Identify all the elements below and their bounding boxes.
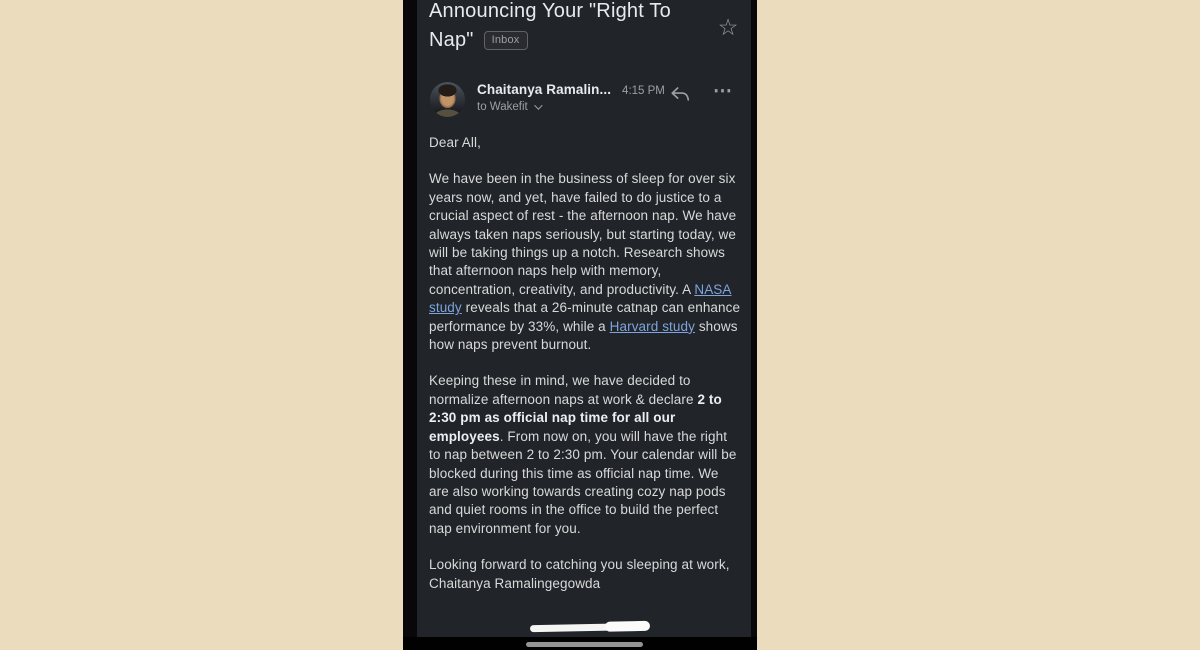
email-subject (429, 0, 714, 55)
signoff-text: Looking forward to catching you sleeping at work, (429, 557, 730, 573)
signature-name: Chaitanya Ramalingegowda (429, 575, 601, 591)
paragraph-2 (429, 372, 741, 538)
harvard-study-link[interactable]: Harvard study (609, 318, 695, 334)
star-icon[interactable]: ☆ (717, 14, 739, 40)
signature-block (429, 556, 741, 593)
recipient-label: to Wakefit (477, 101, 528, 113)
paragraph-1-text: We have been in the business of sleep for over six years now, and yet, have failed to do justice to a crucial aspect of rest - the afternoon nap. We have always taken naps seriously, but starting today, we will be taking things up a notch. Research shows that afternoon naps help with memory, concentration, creativity, and productivity. A (429, 171, 737, 297)
email-screen (417, 0, 751, 637)
sender-meta (477, 82, 739, 115)
email-timestamp: 4:15 PM (622, 85, 665, 97)
paragraph-2-text-2: . From now on, you will have the right to nap between 2 to 2:30 pm. Your calendar will be blocked during this time as official nap time. We are also working towards creating cozy nap pods and quiet rooms in the office to build the perfect nap environment for you. (429, 428, 737, 536)
sender-name: Chaitanya Ramalin... (477, 82, 612, 97)
nasa-study-link[interactable]: NASA study (429, 281, 732, 316)
paragraph-1-text-3: shows how naps prevent burnout. (429, 318, 738, 353)
subject-line-1: Announcing Your "Right To (429, 0, 671, 22)
bottom-system-strip (403, 637, 757, 650)
recipient-row[interactable] (477, 101, 540, 113)
home-indicator-bar[interactable] (526, 642, 643, 647)
more-options-icon[interactable]: ⋯ (713, 81, 733, 102)
white-scribble-redaction (530, 623, 648, 632)
subject-line-2: Nap" (429, 29, 474, 51)
greeting: Dear All, (429, 135, 481, 150)
sender-avatar[interactable] (430, 82, 465, 117)
paragraph-1 (429, 170, 741, 354)
paragraph-1-text-2: reveals that a 26-minute catnap can enhance performance by 33%, while a (429, 300, 741, 334)
phone-screenshot (403, 0, 757, 650)
reply-icon (669, 83, 691, 105)
email-body (429, 134, 741, 611)
paragraph-2-text: Keeping these in mind, we have decided to normalize afternoon naps at work & declare (429, 373, 698, 407)
chevron-down-icon (534, 101, 542, 109)
inbox-label-badge[interactable]: Inbox (484, 31, 528, 50)
sender-header (429, 81, 739, 119)
reply-button[interactable] (669, 83, 691, 105)
nap-time-bold-text: 2 to 2:30 pm as official nap time for all our employees (429, 391, 722, 444)
